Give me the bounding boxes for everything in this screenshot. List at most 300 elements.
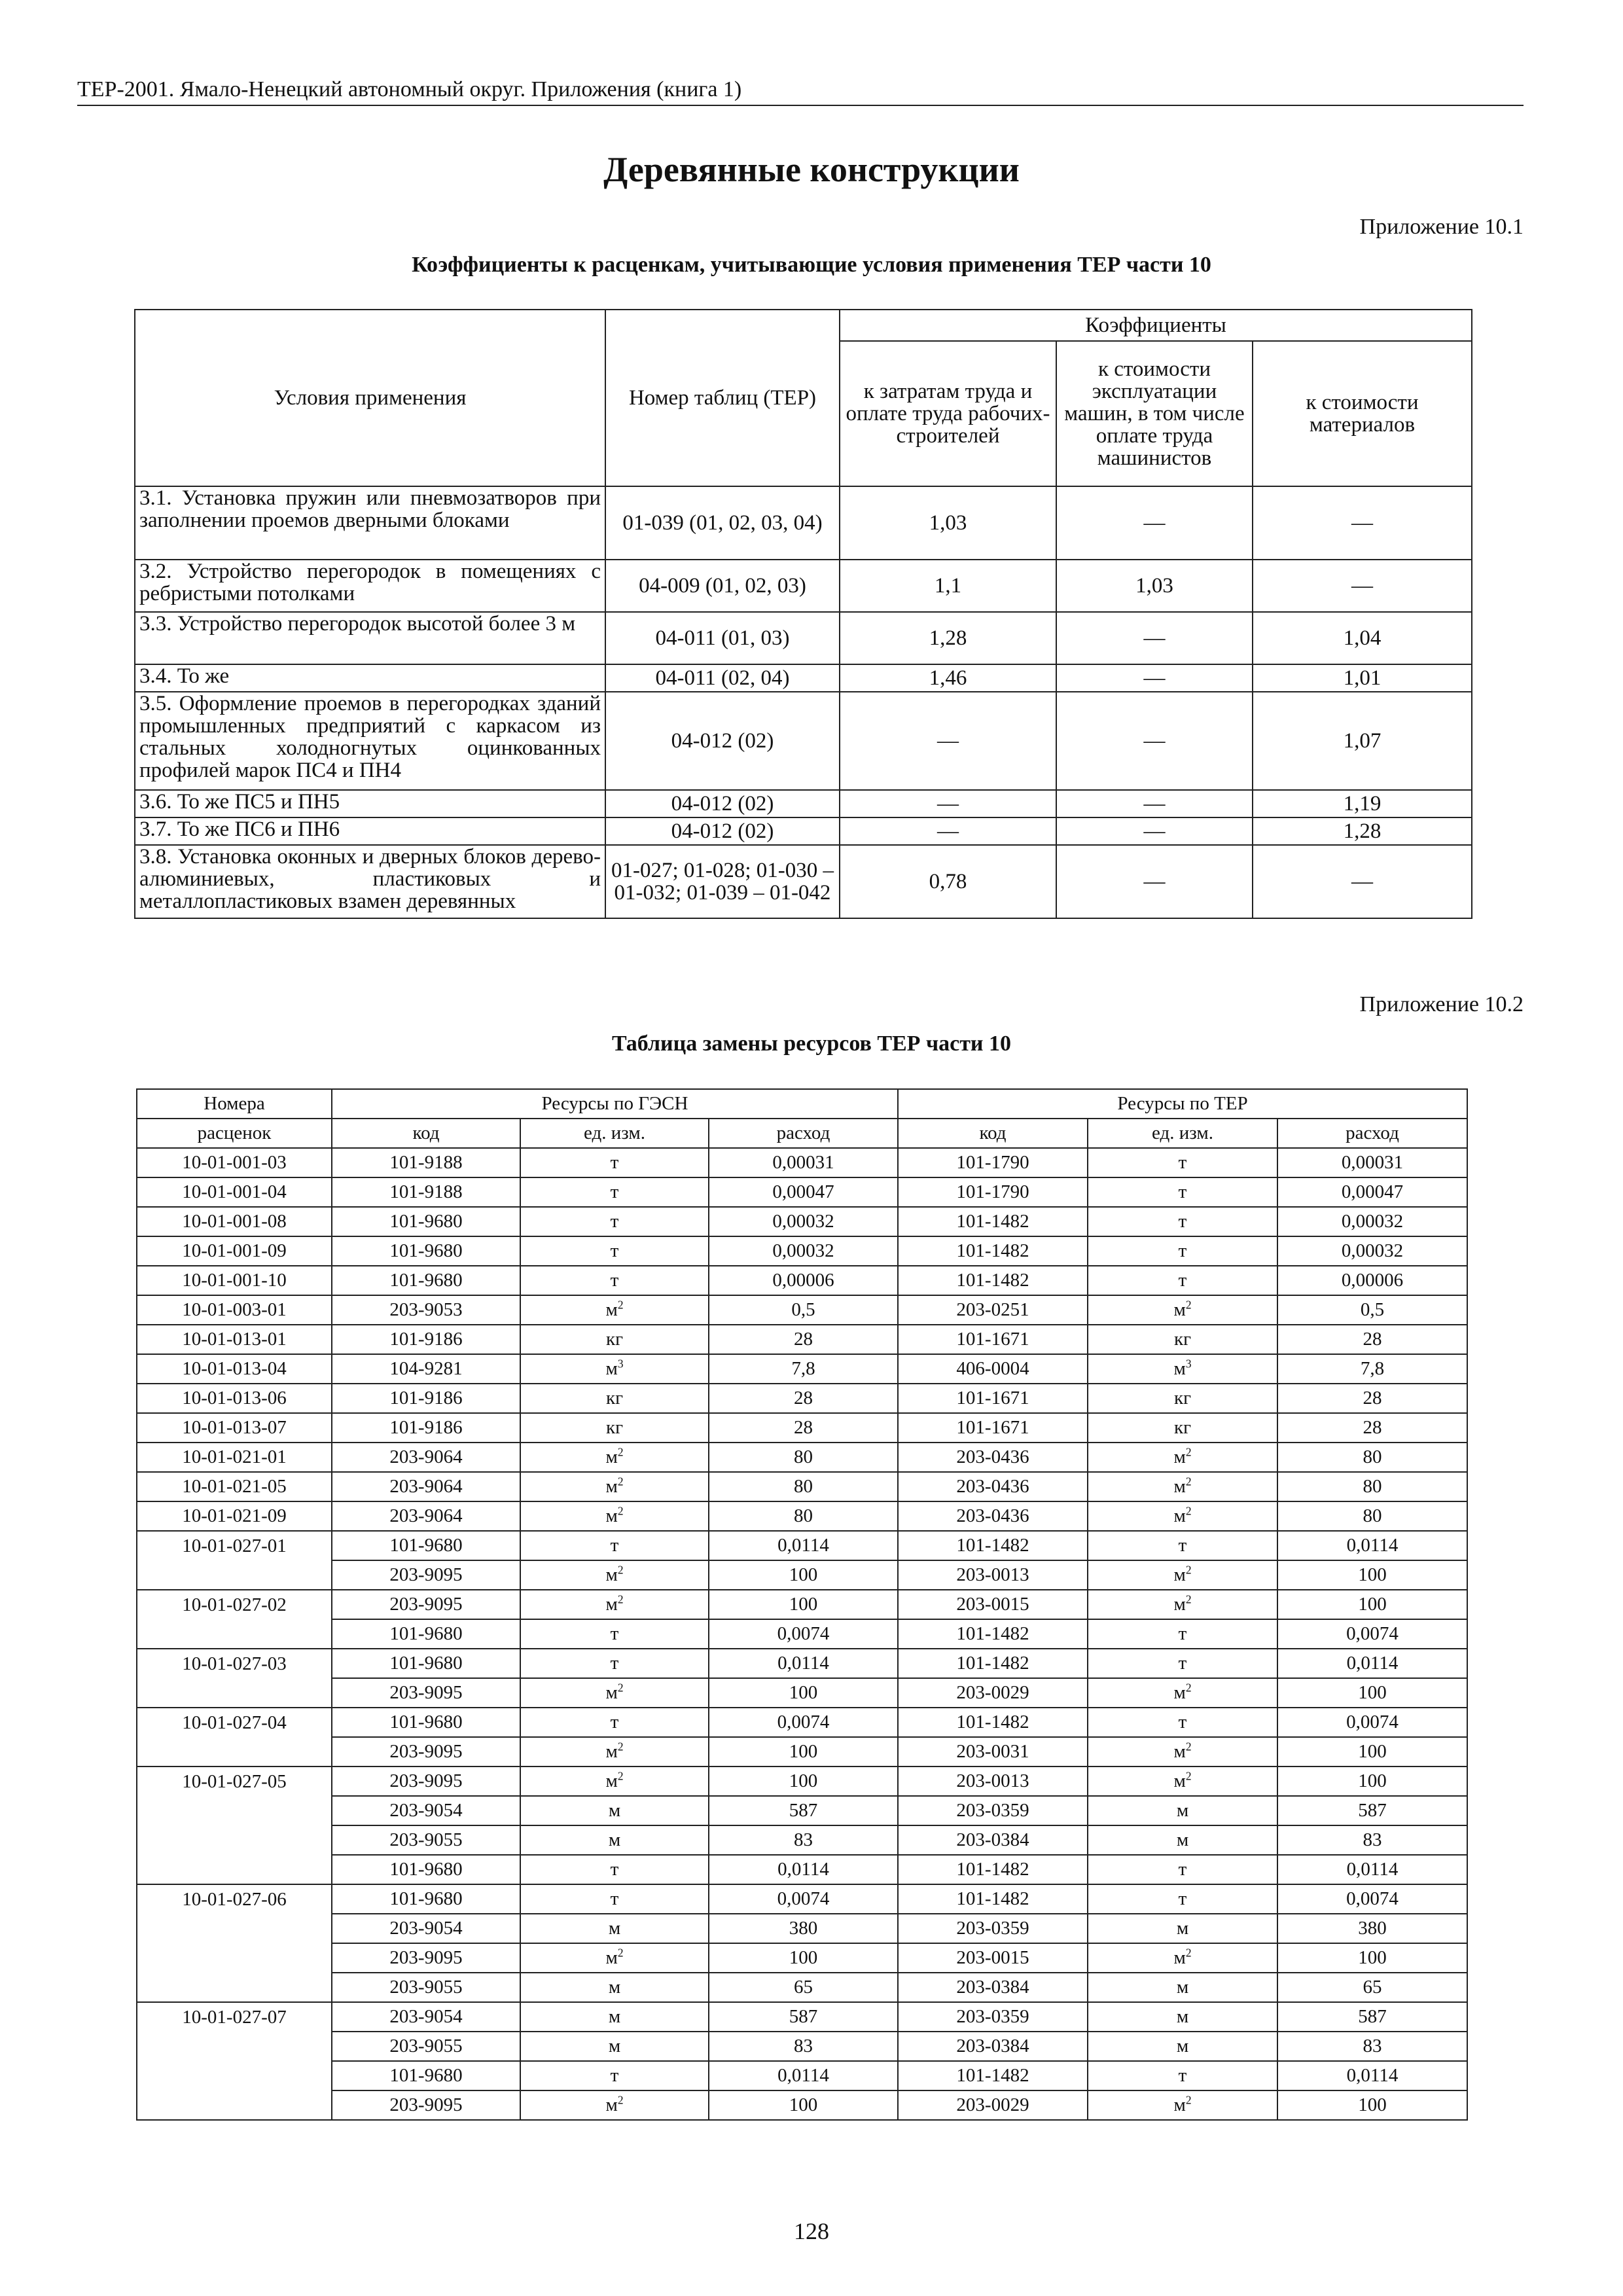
table-row xyxy=(135,692,1472,790)
ter-unit-cell: $м^2$ xyxy=(1088,1295,1277,1325)
rate-number-cell: 10-01-027-02 xyxy=(137,1590,332,1619)
rate-number-cell: 10-01-001-09 xyxy=(137,1236,332,1266)
table-number-cell: 04-011 (02, 04) xyxy=(605,664,840,692)
ter-code-cell: 203-0013 xyxy=(898,1767,1088,1796)
rate-number-cell: 10-01-001-04 xyxy=(137,1177,332,1207)
table-row xyxy=(137,1560,1467,1590)
gesn-rate-cell: 100 xyxy=(709,2090,898,2120)
rate-number-cell: 10-01-027-05 xyxy=(137,1767,332,1796)
ter-code-cell: 101-1790 xyxy=(898,1148,1088,1177)
ter-rate-cell: 380 xyxy=(1277,1914,1467,1943)
ter-unit-cell: $м^2$ xyxy=(1088,2090,1277,2120)
ter-rate-cell: 80 xyxy=(1277,1501,1467,1531)
col-numbers-top: Номера xyxy=(137,1089,332,1119)
ter-code-cell: 406-0004 xyxy=(898,1354,1088,1384)
gesn-unit-cell: т xyxy=(520,1531,709,1560)
rate-number-cell xyxy=(137,1737,332,1767)
gesn-code-cell: 101-9680 xyxy=(332,1708,520,1737)
table-row xyxy=(137,1177,1467,1207)
gesn-unit-cell: т xyxy=(520,1619,709,1649)
gesn-code-cell: 203-9095 xyxy=(332,2090,520,2120)
gesn-code-cell: 101-9680 xyxy=(332,1531,520,1560)
coefficients-table-title: Коэффициенты к расценкам, учитывающие условия применения ТЕР части 10 xyxy=(412,253,1211,277)
gesn-rate-cell: 0,0114 xyxy=(709,2061,898,2090)
gesn-rate-cell: 28 xyxy=(709,1413,898,1443)
table-row xyxy=(137,1619,1467,1649)
ter-rate-cell: 80 xyxy=(1277,1443,1467,1472)
ter-rate-cell: 100 xyxy=(1277,1767,1467,1796)
gesn-code-cell: 101-9188 xyxy=(332,1177,520,1207)
rate-number-cell: 10-01-001-03 xyxy=(137,1148,332,1177)
ter-rate-cell: 80 xyxy=(1277,1472,1467,1501)
gesn-rate-cell: 0,0114 xyxy=(709,1531,898,1560)
ter-unit-cell: $м^2$ xyxy=(1088,1443,1277,1472)
gesn-code-cell: 203-9064 xyxy=(332,1501,520,1531)
ter-unit-cell: $м^3$ xyxy=(1088,1354,1277,1384)
rate-number-cell xyxy=(137,2090,332,2120)
ter-unit-cell: т xyxy=(1088,1884,1277,1914)
condition-cell: 3.4. То же xyxy=(135,664,605,692)
gesn-rate-cell: 100 xyxy=(709,1767,898,1796)
rate-number-cell xyxy=(137,2061,332,2090)
rate-number-cell xyxy=(137,1914,332,1943)
col-machines: к стоимости эксплуатации машин, в том числе оплате труда машинистов xyxy=(1056,341,1253,486)
ter-unit-cell: $м^2$ xyxy=(1088,1590,1277,1619)
rate-number-cell: 10-01-003-01 xyxy=(137,1295,332,1325)
gesn-rate-cell: 587 xyxy=(709,2002,898,2032)
ter-unit-cell: $м^2$ xyxy=(1088,1767,1277,1796)
ter-unit-cell: м xyxy=(1088,1914,1277,1943)
gesn-rate-cell: 7,8 xyxy=(709,1354,898,1384)
ter-rate-cell: 0,00031 xyxy=(1277,1148,1467,1177)
gesn-unit-cell: $м^2$ xyxy=(520,1943,709,1973)
gesn-rate-cell: 80 xyxy=(709,1501,898,1531)
table-row xyxy=(137,1914,1467,1943)
resources-table-body xyxy=(137,1148,1467,2120)
page-title: Деревянные конструкции xyxy=(603,150,1020,189)
col-gesn-code: код xyxy=(332,1119,520,1148)
gesn-code-cell: 101-9680 xyxy=(332,1266,520,1295)
col-gesn-rate: расход xyxy=(709,1119,898,1148)
gesn-rate-cell: 0,0074 xyxy=(709,1708,898,1737)
col-ter-resources: Ресурсы по ТЕР xyxy=(898,1089,1467,1119)
table-row xyxy=(137,1737,1467,1767)
gesn-code-cell: 203-9064 xyxy=(332,1443,520,1472)
ter-code-cell: 101-1482 xyxy=(898,1649,1088,1678)
ter-code-cell: 203-0013 xyxy=(898,1560,1088,1590)
rate-number-cell: 10-01-027-03 xyxy=(137,1649,332,1678)
labor-coefficient-cell: 0,78 xyxy=(840,845,1056,918)
ter-unit-cell: т xyxy=(1088,1207,1277,1236)
ter-rate-cell: 65 xyxy=(1277,1973,1467,2002)
gesn-rate-cell: 80 xyxy=(709,1472,898,1501)
ter-unit-cell: т xyxy=(1088,1148,1277,1177)
col-gesn-resources: Ресурсы по ГЭСН xyxy=(332,1089,898,1119)
table-row xyxy=(137,1413,1467,1443)
ter-rate-cell: 0,0114 xyxy=(1277,1649,1467,1678)
table-row xyxy=(137,1825,1467,1855)
coefficients-table-body xyxy=(135,486,1472,918)
ter-code-cell: 101-1482 xyxy=(898,1236,1088,1266)
ter-unit-cell: кг xyxy=(1088,1384,1277,1413)
ter-rate-cell: 28 xyxy=(1277,1413,1467,1443)
ter-rate-cell: 0,0074 xyxy=(1277,1708,1467,1737)
gesn-unit-cell: $м^2$ xyxy=(520,1472,709,1501)
ter-unit-cell: $м^2$ xyxy=(1088,1560,1277,1590)
table-row xyxy=(137,1236,1467,1266)
gesn-rate-cell: 587 xyxy=(709,1796,898,1825)
condition-cell: 3.8. Установка оконных и дверных блоков дерево-алюминиевых, пластиковых и металлопластиковых взамен деревянных xyxy=(135,845,605,918)
gesn-unit-cell: т xyxy=(520,2061,709,2090)
ter-unit-cell: $м^2$ xyxy=(1088,1501,1277,1531)
ter-unit-cell: т xyxy=(1088,1236,1277,1266)
gesn-rate-cell: 0,5 xyxy=(709,1295,898,1325)
gesn-code-cell: 203-9095 xyxy=(332,1943,520,1973)
rate-number-cell xyxy=(137,1560,332,1590)
materials-coefficient-cell: 1,19 xyxy=(1253,790,1472,817)
col-materials: к стоимости материалов xyxy=(1253,341,1472,486)
ter-rate-cell: 100 xyxy=(1277,1560,1467,1590)
gesn-rate-cell: 0,0114 xyxy=(709,1855,898,1884)
gesn-unit-cell: м xyxy=(520,1825,709,1855)
ter-unit-cell: $м^2$ xyxy=(1088,1943,1277,1973)
ter-unit-cell: т xyxy=(1088,1649,1277,1678)
ter-unit-cell: т xyxy=(1088,1855,1277,1884)
rate-number-cell: 10-01-021-09 xyxy=(137,1501,332,1531)
gesn-unit-cell: т xyxy=(520,1649,709,1678)
ter-rate-cell: 83 xyxy=(1277,1825,1467,1855)
ter-rate-cell: 0,0114 xyxy=(1277,2061,1467,2090)
labor-coefficient-cell: — xyxy=(840,692,1056,790)
rate-number-cell: 10-01-013-01 xyxy=(137,1325,332,1354)
ter-code-cell: 203-0015 xyxy=(898,1943,1088,1973)
labor-coefficient-cell: — xyxy=(840,817,1056,845)
col-labor: к затратам труда и оплате труда рабочих-строителей xyxy=(840,341,1056,486)
table-number-cell: 04-012 (02) xyxy=(605,817,840,845)
gesn-unit-cell: м xyxy=(520,2002,709,2032)
rate-number-cell: 10-01-021-05 xyxy=(137,1472,332,1501)
table-row xyxy=(137,1295,1467,1325)
ter-code-cell: 101-1482 xyxy=(898,2061,1088,2090)
gesn-unit-cell: т xyxy=(520,1148,709,1177)
gesn-unit-cell: $м^2$ xyxy=(520,2090,709,2120)
table-row xyxy=(135,560,1472,612)
ter-unit-cell: м xyxy=(1088,2002,1277,2032)
table-row xyxy=(137,1708,1467,1737)
col-coefficients: Коэффициенты xyxy=(840,310,1472,341)
gesn-unit-cell: $м^2$ xyxy=(520,1590,709,1619)
table-row xyxy=(137,1884,1467,1914)
ter-code-cell: 203-0031 xyxy=(898,1737,1088,1767)
condition-cell: 3.5. Оформление проемов в перегородках зданий промышленных предприятий с каркасом из стальных холодногнутых оцинкованных профилей марок ПС4 и ПН4 xyxy=(135,692,605,790)
rate-number-cell xyxy=(137,1943,332,1973)
gesn-unit-cell: $м^2$ xyxy=(520,1295,709,1325)
gesn-unit-cell: м xyxy=(520,2032,709,2061)
ter-rate-cell: 0,0074 xyxy=(1277,1884,1467,1914)
gesn-unit-cell: т xyxy=(520,1177,709,1207)
gesn-unit-cell: м xyxy=(520,1796,709,1825)
ter-unit-cell: $м^2$ xyxy=(1088,1472,1277,1501)
table-row xyxy=(137,1796,1467,1825)
machines-coefficient-cell: — xyxy=(1056,817,1253,845)
labor-coefficient-cell: — xyxy=(840,790,1056,817)
table-row xyxy=(137,1325,1467,1354)
gesn-unit-cell: т xyxy=(520,1884,709,1914)
labor-coefficient-cell: 1,1 xyxy=(840,560,1056,612)
gesn-code-cell: 101-9680 xyxy=(332,1855,520,1884)
ter-rate-cell: 0,00047 xyxy=(1277,1177,1467,1207)
ter-code-cell: 101-1482 xyxy=(898,1207,1088,1236)
gesn-code-cell: 203-9095 xyxy=(332,1767,520,1796)
table-row xyxy=(135,817,1472,845)
running-header: ТЕР-2001. Ямало-Ненецкий автономный округ. Приложения (книга 1) xyxy=(77,77,1524,106)
page-number: 128 xyxy=(794,2218,829,2244)
table-row xyxy=(137,1266,1467,1295)
gesn-rate-cell: 100 xyxy=(709,1560,898,1590)
machines-coefficient-cell: — xyxy=(1056,692,1253,790)
col-conditions: Условия применения xyxy=(135,310,605,486)
rate-number-cell xyxy=(137,1678,332,1708)
ter-code-cell: 101-1482 xyxy=(898,1619,1088,1649)
rate-number-cell xyxy=(137,1619,332,1649)
table-row xyxy=(137,1649,1467,1678)
ter-unit-cell: т xyxy=(1088,1531,1277,1560)
gesn-rate-cell: 100 xyxy=(709,1737,898,1767)
table-row xyxy=(137,1531,1467,1560)
condition-cell: 3.2. Устройство перегородок в помещениях с ребристыми потолками xyxy=(135,560,605,612)
ter-code-cell: 203-0436 xyxy=(898,1501,1088,1531)
machines-coefficient-cell: — xyxy=(1056,664,1253,692)
gesn-rate-cell: 380 xyxy=(709,1914,898,1943)
ter-code-cell: 203-0384 xyxy=(898,2032,1088,2061)
gesn-code-cell: 203-9054 xyxy=(332,1796,520,1825)
gesn-unit-cell: $м^3$ xyxy=(520,1354,709,1384)
ter-unit-cell: т xyxy=(1088,2061,1277,2090)
gesn-unit-cell: т xyxy=(520,1266,709,1295)
ter-code-cell: 203-0359 xyxy=(898,2002,1088,2032)
table-row xyxy=(137,2032,1467,2061)
gesn-code-cell: 101-9680 xyxy=(332,1884,520,1914)
ter-code-cell: 101-1671 xyxy=(898,1413,1088,1443)
materials-coefficient-cell: 1,01 xyxy=(1253,664,1472,692)
machines-coefficient-cell: — xyxy=(1056,612,1253,664)
ter-code-cell: 203-0029 xyxy=(898,1678,1088,1708)
col-numbers-bottom: расценок xyxy=(137,1119,332,1148)
ter-unit-cell: м xyxy=(1088,1796,1277,1825)
labor-coefficient-cell: 1,46 xyxy=(840,664,1056,692)
gesn-unit-cell: $м^2$ xyxy=(520,1678,709,1708)
ter-rate-cell: 0,00032 xyxy=(1277,1236,1467,1266)
col-ter-code: код xyxy=(898,1119,1088,1148)
ter-rate-cell: 587 xyxy=(1277,2002,1467,2032)
rate-number-cell: 10-01-013-07 xyxy=(137,1413,332,1443)
ter-rate-cell: 100 xyxy=(1277,1737,1467,1767)
table-row xyxy=(137,1590,1467,1619)
ter-code-cell: 203-0015 xyxy=(898,1590,1088,1619)
gesn-unit-cell: кг xyxy=(520,1384,709,1413)
ter-code-cell: 203-0359 xyxy=(898,1796,1088,1825)
table-row xyxy=(137,1207,1467,1236)
gesn-rate-cell: 65 xyxy=(709,1973,898,2002)
table-row xyxy=(137,1501,1467,1531)
gesn-unit-cell: $м^2$ xyxy=(520,1737,709,1767)
condition-cell: 3.3. Устройство перегородок высотой более 3 м xyxy=(135,612,605,664)
gesn-code-cell: 101-9680 xyxy=(332,1236,520,1266)
gesn-code-cell: 203-9054 xyxy=(332,1914,520,1943)
condition-cell: 3.1. Установка пружин или пневмозатворов при заполнении проемов дверными блоками xyxy=(135,486,605,560)
ter-code-cell: 101-1482 xyxy=(898,1855,1088,1884)
materials-coefficient-cell: 1,04 xyxy=(1253,612,1472,664)
appendix-10-2-label: Приложение 10.2 xyxy=(1359,992,1524,1016)
table-row xyxy=(137,2002,1467,2032)
ter-rate-cell: 0,00006 xyxy=(1277,1266,1467,1295)
rate-number-cell: 10-01-013-04 xyxy=(137,1354,332,1384)
materials-coefficient-cell: 1,28 xyxy=(1253,817,1472,845)
table-row xyxy=(135,790,1472,817)
ter-unit-cell: м xyxy=(1088,1973,1277,2002)
col-gesn-unit: ед. изм. xyxy=(520,1119,709,1148)
materials-coefficient-cell: — xyxy=(1253,486,1472,560)
ter-rate-cell: 28 xyxy=(1277,1325,1467,1354)
resources-table-title: Таблица замены ресурсов ТЕР части 10 xyxy=(611,1031,1012,1056)
gesn-rate-cell: 28 xyxy=(709,1325,898,1354)
col-ter-unit: ед. изм. xyxy=(1088,1119,1277,1148)
coefficients-table xyxy=(134,309,1472,919)
gesn-code-cell: 203-9095 xyxy=(332,1737,520,1767)
gesn-unit-cell: т xyxy=(520,1236,709,1266)
ter-code-cell: 101-1482 xyxy=(898,1531,1088,1560)
ter-code-cell: 101-1790 xyxy=(898,1177,1088,1207)
gesn-code-cell: 101-9186 xyxy=(332,1413,520,1443)
col-ter-rate: расход xyxy=(1277,1119,1467,1148)
rate-number-cell: 10-01-027-07 xyxy=(137,2002,332,2032)
ter-rate-cell: 100 xyxy=(1277,1590,1467,1619)
table-number-cell: 04-012 (02) xyxy=(605,790,840,817)
gesn-rate-cell: 28 xyxy=(709,1384,898,1413)
table-row xyxy=(137,1678,1467,1708)
ter-rate-cell: 100 xyxy=(1277,1943,1467,1973)
ter-unit-cell: т xyxy=(1088,1708,1277,1737)
condition-cell: 3.6. То же ПС5 и ПН5 xyxy=(135,790,605,817)
table-row xyxy=(137,1354,1467,1384)
gesn-unit-cell: т xyxy=(520,1855,709,1884)
gesn-rate-cell: 0,00031 xyxy=(709,1148,898,1177)
table-number-cell: 04-009 (01, 02, 03) xyxy=(605,560,840,612)
gesn-code-cell: 203-9055 xyxy=(332,1825,520,1855)
machines-coefficient-cell: — xyxy=(1056,790,1253,817)
ter-unit-cell: $м^2$ xyxy=(1088,1678,1277,1708)
gesn-unit-cell: $м^2$ xyxy=(520,1443,709,1472)
ter-rate-cell: 28 xyxy=(1277,1384,1467,1413)
ter-code-cell: 203-0251 xyxy=(898,1295,1088,1325)
gesn-code-cell: 203-9055 xyxy=(332,2032,520,2061)
materials-coefficient-cell: 1,07 xyxy=(1253,692,1472,790)
ter-rate-cell: 0,0114 xyxy=(1277,1531,1467,1560)
ter-code-cell: 101-1482 xyxy=(898,1708,1088,1737)
ter-code-cell: 101-1482 xyxy=(898,1884,1088,1914)
ter-unit-cell: кг xyxy=(1088,1325,1277,1354)
gesn-rate-cell: 100 xyxy=(709,1943,898,1973)
gesn-rate-cell: 100 xyxy=(709,1678,898,1708)
table-row xyxy=(137,1855,1467,1884)
ter-code-cell: 203-0359 xyxy=(898,1914,1088,1943)
rate-number-cell xyxy=(137,2032,332,2061)
table-row xyxy=(137,1148,1467,1177)
condition-cell: 3.7. То же ПС6 и ПН6 xyxy=(135,817,605,845)
gesn-rate-cell: 0,0074 xyxy=(709,1619,898,1649)
table-row xyxy=(137,1767,1467,1796)
gesn-rate-cell: 0,00032 xyxy=(709,1236,898,1266)
ter-code-cell: 101-1671 xyxy=(898,1384,1088,1413)
table-row xyxy=(135,612,1472,664)
table-number-cell: 04-011 (01, 03) xyxy=(605,612,840,664)
gesn-code-cell: 203-9055 xyxy=(332,1973,520,2002)
ter-unit-cell: кг xyxy=(1088,1413,1277,1443)
rate-number-cell: 10-01-001-08 xyxy=(137,1207,332,1236)
table-number-cell: 01-039 (01, 02, 03, 04) xyxy=(605,486,840,560)
materials-coefficient-cell: — xyxy=(1253,560,1472,612)
ter-rate-cell: 100 xyxy=(1277,2090,1467,2120)
gesn-code-cell: 104-9281 xyxy=(332,1354,520,1384)
rate-number-cell: 10-01-013-06 xyxy=(137,1384,332,1413)
rate-number-cell: 10-01-027-06 xyxy=(137,1884,332,1914)
gesn-rate-cell: 0,0114 xyxy=(709,1649,898,1678)
ter-unit-cell: т xyxy=(1088,1619,1277,1649)
ter-unit-cell: $м^2$ xyxy=(1088,1737,1277,1767)
rate-number-cell xyxy=(137,1825,332,1855)
rate-number-cell: 10-01-001-10 xyxy=(137,1266,332,1295)
resources-table xyxy=(136,1088,1468,2121)
appendix-10-1-label: Приложение 10.1 xyxy=(1359,215,1524,239)
rate-number-cell xyxy=(137,1973,332,2002)
materials-coefficient-cell: — xyxy=(1253,845,1472,918)
gesn-code-cell: 101-9680 xyxy=(332,2061,520,2090)
table-row xyxy=(137,2090,1467,2120)
rate-number-cell: 10-01-027-01 xyxy=(137,1531,332,1560)
gesn-unit-cell: кг xyxy=(520,1413,709,1443)
ter-code-cell: 203-0436 xyxy=(898,1443,1088,1472)
table-number-cell: 04-012 (02) xyxy=(605,692,840,790)
gesn-code-cell: 203-9064 xyxy=(332,1472,520,1501)
table-number-cell: 01-027; 01-028; 01-030 – 01-032; 01-039 – 01-042 xyxy=(605,845,840,918)
ter-unit-cell: м xyxy=(1088,2032,1277,2061)
table-row xyxy=(137,1384,1467,1413)
gesn-unit-cell: т xyxy=(520,1708,709,1737)
machines-coefficient-cell: — xyxy=(1056,486,1253,560)
table-row xyxy=(137,1943,1467,1973)
rate-number-cell: 10-01-027-04 xyxy=(137,1708,332,1737)
gesn-unit-cell: $м^2$ xyxy=(520,1560,709,1590)
gesn-rate-cell: 100 xyxy=(709,1590,898,1619)
ter-rate-cell: 7,8 xyxy=(1277,1354,1467,1384)
ter-code-cell: 203-0436 xyxy=(898,1472,1088,1501)
gesn-rate-cell: 0,0074 xyxy=(709,1884,898,1914)
rate-number-cell xyxy=(137,1796,332,1825)
ter-unit-cell: т xyxy=(1088,1177,1277,1207)
gesn-unit-cell: $м^2$ xyxy=(520,1767,709,1796)
gesn-rate-cell: 0,00047 xyxy=(709,1177,898,1207)
ter-code-cell: 203-0384 xyxy=(898,1825,1088,1855)
gesn-code-cell: 203-9054 xyxy=(332,2002,520,2032)
gesn-code-cell: 101-9680 xyxy=(332,1207,520,1236)
ter-unit-cell: т xyxy=(1088,1266,1277,1295)
col-table-number: Номер таблиц (ТЕР) xyxy=(605,310,840,486)
gesn-code-cell: 101-9186 xyxy=(332,1325,520,1354)
gesn-code-cell: 203-9095 xyxy=(332,1590,520,1619)
ter-rate-cell: 587 xyxy=(1277,1796,1467,1825)
labor-coefficient-cell: 1,03 xyxy=(840,486,1056,560)
table-row xyxy=(137,2061,1467,2090)
